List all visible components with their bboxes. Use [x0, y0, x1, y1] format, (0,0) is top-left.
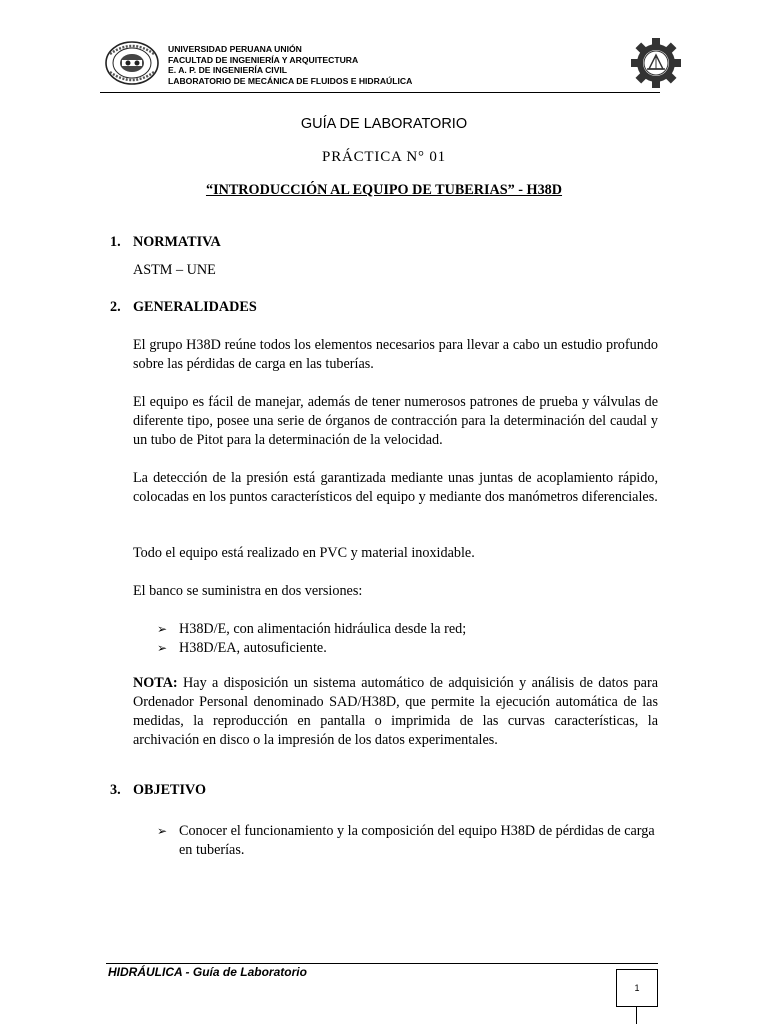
section-number: 1. — [110, 234, 121, 250]
section-heading-generalidades — [110, 299, 257, 316]
version-text: H38D/EA, autosuficiente. — [179, 640, 327, 656]
list-item — [157, 620, 657, 639]
version-text: H38D/E, con alimentación hidráulica desde la red; — [179, 621, 467, 637]
university-seal-icon — [104, 40, 160, 86]
list-item — [157, 639, 657, 658]
objective-text: Conocer el funcionamiento y la composición del equipo H38D de pérdidas de carga en tuberías. — [179, 823, 655, 858]
section-title: GENERALIDADES — [133, 299, 257, 315]
civil-engineering-gear-icon — [624, 38, 688, 86]
page-header — [100, 38, 660, 93]
header-line-university: UNIVERSIDAD PERUANA UNIÓN — [168, 44, 302, 54]
arrow-bullet-icon: ➢ — [157, 824, 168, 838]
section-title: NORMATIVA — [133, 234, 221, 250]
footer-divider — [106, 963, 658, 964]
arrow-bullet-icon: ➢ — [157, 622, 168, 636]
section-title: OBJETIVO — [133, 782, 207, 798]
paragraph: El equipo es fácil de manejar, además de tener numerosos patrones de prueba y válvulas de diferente tipo, posee una serie de órganos de contracción para la determinación del caudal y un tubo de Pitot para la determinación de la velocidad. — [133, 394, 658, 448]
footer-subtitle: Guía de Laboratorio — [192, 965, 307, 979]
note-paragraph — [133, 674, 658, 750]
header-line-lab: LABORATORIO DE MECÁNICA DE FLUIDOS E HIDRAÚLICA — [168, 75, 413, 86]
section-number: 3. — [110, 782, 121, 798]
section-heading-objetivo — [110, 782, 206, 799]
paragraph: Todo el equipo está realizado en PVC y material inoxidable. — [133, 545, 475, 561]
arrow-bullet-icon: ➢ — [157, 641, 168, 655]
practice-number: PRÁCTICA N° 01 — [322, 149, 446, 165]
normativa-text: ASTM – UNE — [133, 262, 216, 278]
document-title: “INTRODUCCIÓN AL EQUIPO DE TUBERIAS” - H38D — [205, 182, 563, 198]
header-line-faculty: FACULTAD DE INGENIERÍA Y ARQUITECTURA — [168, 54, 359, 65]
note-label: NOTA: — [133, 675, 178, 691]
paragraph: El banco se suministra en dos versiones: — [133, 583, 363, 599]
list-item — [157, 822, 657, 860]
note-text: Hay a disposición un sistema automático de adquisición y análisis de datos para Ordenador Personal denominado SAD/H38D, que permite la ejecución automática de las medidas, la reproducción en pantalla o imprimida de las curvas características, la archivación en disco o la impresión de los datos experimentales. — [133, 675, 658, 748]
page-number-tick — [636, 1006, 637, 1024]
institution-lines — [168, 44, 412, 86]
paragraph: La detección de la presión está garantizada mediante unas juntas de acoplamiento rápido, colocadas en los puntos característicos del equipo y mediante dos manómetros diferenciales. — [133, 470, 658, 505]
header-line-school: E. A. P. DE INGENIERÍA CIVIL — [168, 65, 288, 76]
page-number: 1 — [616, 969, 658, 1007]
footer-separator: - — [182, 965, 193, 979]
guide-label: GUÍA DE LABORATORIO — [300, 116, 468, 132]
paragraph: El grupo H38D reúne todos los elementos necesarios para llevar a cabo un estudio profundo sobre las pérdidas de carga en las tuberías. — [133, 337, 658, 372]
section-number: 2. — [110, 299, 121, 315]
footer-course: HIDRÁULICA — [108, 965, 183, 979]
section-heading-normativa — [110, 234, 221, 251]
footer-label — [108, 965, 307, 979]
